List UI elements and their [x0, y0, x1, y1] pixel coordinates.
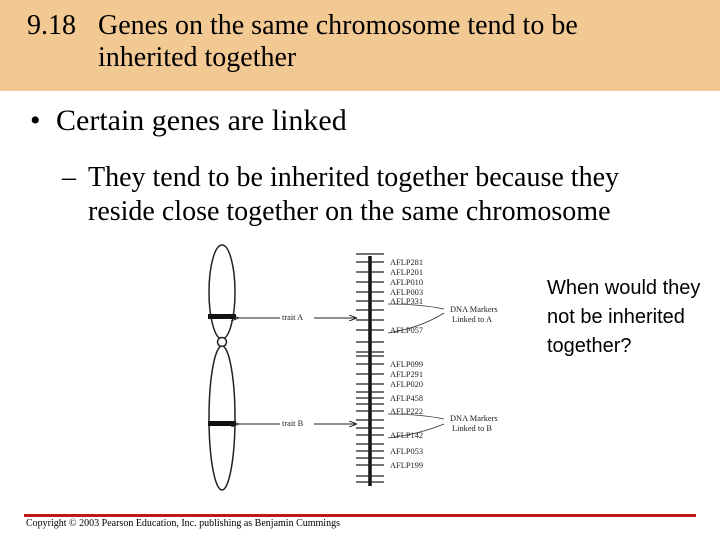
trait-b-label: trait B [282, 419, 304, 428]
copyright-notice: Copyright © 2003 Pearson Education, Inc. publishing as Benjamin Cummings [26, 518, 340, 529]
marker-label: AFLP199 [390, 461, 424, 470]
slide-title-line-2: inherited together [98, 42, 297, 73]
marker-label: AFLP291 [390, 370, 424, 379]
marker-label: AFLP003 [390, 288, 424, 297]
dna-markers-a-line-1: DNA Markers [450, 305, 498, 314]
dna-markers-b-line-2: Linked to B [452, 424, 493, 433]
trait-b-band [208, 421, 236, 426]
bullet-text: Certain genes are linked [56, 104, 347, 137]
marker-label: AFLP222 [390, 407, 424, 416]
marker-label: AFLP142 [390, 431, 424, 440]
sub-bullet-line-2: reside close together on the same chromosome [88, 196, 611, 227]
sub-bullet-line-1: They tend to be inherited together because they [88, 162, 620, 193]
trait-a-label: trait A [282, 313, 304, 322]
dna-markers-b-line-1: DNA Markers [450, 414, 498, 423]
dna-markers-a-line-2: Linked to A [452, 315, 493, 324]
marker-label: AFLP057 [390, 326, 424, 335]
discussion-question: When would they not be inherited together? [547, 277, 701, 357]
marker-label: AFLP331 [390, 297, 424, 306]
linkage-figure [190, 238, 510, 498]
bullet-symbol: • [30, 104, 41, 137]
slide-title-line-1: Genes on the same chromosome tend to be [98, 10, 578, 41]
sub-bullet-symbol: – [62, 162, 76, 193]
marker-label: AFLP099 [390, 360, 424, 369]
marker-label: AFLP053 [390, 447, 424, 456]
marker-label: AFLP201 [390, 268, 424, 277]
chromosome-icon [208, 245, 236, 490]
footer-rule [24, 514, 696, 517]
title-bar [0, 0, 720, 91]
slide-number: 9.18 [27, 10, 76, 41]
marker-label: AFLP458 [390, 394, 424, 403]
marker-label: AFLP281 [390, 258, 424, 267]
marker-label: AFLP020 [390, 380, 424, 389]
marker-labels [390, 258, 423, 470]
marker-label: AFLP010 [390, 278, 424, 287]
trait-a-band [208, 314, 236, 319]
linkage-diagram [190, 238, 510, 498]
